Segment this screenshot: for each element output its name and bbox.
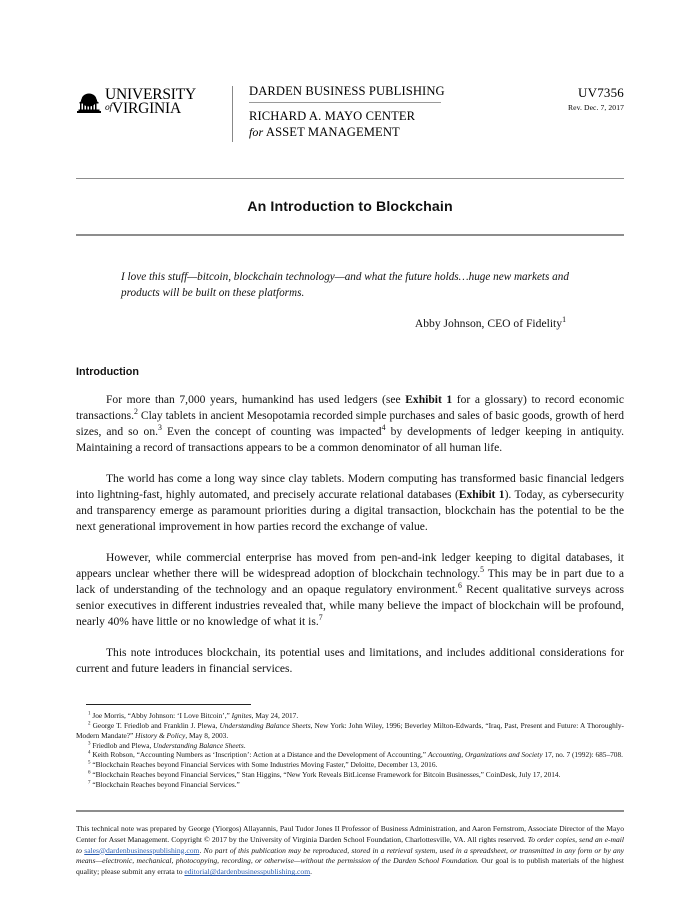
text-run: George T. Friedlob and Franklin J. Plewa, xyxy=(92,721,220,731)
text-run: Our goal is to publish materials of the highest quality; please submit any errata to xyxy=(76,856,624,877)
epigraph-quote: I love this stuff—bitcoin, blockchain technology—and what the future holds…huge new markets and products will be built on these platforms. xyxy=(121,270,569,299)
footnote-4 xyxy=(76,750,624,760)
epigraph-footnote-marker: 1 xyxy=(562,315,566,325)
text-run: , May 24, 2017. xyxy=(251,711,299,721)
footnote-number: 5 xyxy=(88,760,91,766)
title-block xyxy=(76,178,624,236)
title-rule-bottom xyxy=(76,234,624,235)
text-run: The world has come a long way since clay tablets. Modern computing has transformed basic financial ledgers into lightning-fast, highly automated, and precisely accurate relational databases ( xyxy=(76,473,624,502)
footnote-separator-rule xyxy=(86,704,251,705)
footnote-3 xyxy=(76,741,624,751)
footnote-number: 7 xyxy=(88,780,91,786)
text-run: by developments of ledger keeping in antiquity. Maintaining a record of transactions appears to be a common denominator of all human life. xyxy=(76,426,624,455)
text-run: Joe Morris, “Abby Johnson: ‘I Love Bitcoin’,” xyxy=(92,711,232,721)
text-run: However, while commercial enterprise has moved from pen-and-ink ledger keeping to digital databases, it appears unclear whether there will be widespread adoption of blockchain technology. xyxy=(76,552,624,581)
footnote-5 xyxy=(76,760,624,770)
center-name-for: for xyxy=(249,125,264,139)
section-heading-introduction: Introduction xyxy=(76,366,139,379)
footnote-number: 1 xyxy=(88,711,91,717)
text-run: . xyxy=(310,867,313,877)
page-title: An Introduction to Blockchain xyxy=(247,199,453,216)
emphasis-bold: Exhibit 1 xyxy=(405,394,453,407)
publisher-block xyxy=(249,84,568,140)
emphasis-italic: Accounting, Organizations and Society xyxy=(427,750,543,760)
text-run: Keith Robson, “Accounting Numbers as ‘Inscription’: Action at a Distance and the Development of Accounting,” xyxy=(92,750,428,760)
document-id-block xyxy=(568,84,624,112)
footnote-marker: 6 xyxy=(457,581,462,591)
center-name-line1: RICHARD A. MAYO CENTER xyxy=(249,109,416,123)
text-run: Recent qualitative surveys across senior executives in different industries revealed that, while many believe the impact of blockchain will be profound, nearly 40% have little or no knowledge of what it is. xyxy=(76,584,624,629)
footnote-marker: 2 xyxy=(134,407,138,417)
text-run: “Blockchain Reaches beyond Financial Services with Some Industries Moving Faster,” Deloitte, December 13, 2016. xyxy=(92,760,438,770)
footnote-marker: 4 xyxy=(381,423,386,433)
emphasis-italic: To order copies, send an e-mail to xyxy=(76,834,624,855)
paragraph-3 xyxy=(76,551,624,631)
text-run: This technical note was prepared by George (Yiorgos) Allayannis, Paul Tudor Jones II Professor of Business Administration, and Aaron Fernstrom, Associate Director of the Mayo Center for Asset Management. Copyright © 2017 by the University of Virginia Darden School Foundation, Charlottesville, VA. All rights reserved. xyxy=(76,823,624,844)
paragraph-1 xyxy=(76,393,624,457)
footnote-6 xyxy=(76,770,624,780)
paragraph-2 xyxy=(76,472,624,536)
text-run: for a glossary) to record economic transactions. xyxy=(76,394,624,423)
uva-logo xyxy=(76,84,226,117)
document-revision-date: Rev. Dec. 7, 2017 xyxy=(567,103,624,112)
uva-wordmark-virginia xyxy=(105,102,196,116)
text-run: This may be in part due to a lack of understanding of the technology and an opaque regulatory environment. xyxy=(76,568,625,597)
epigraph-attribution-text: Abby Johnson, CEO of Fidelity xyxy=(414,317,563,331)
emphasis-italic: Understanding Balance Sheets xyxy=(219,721,311,731)
footnotes xyxy=(76,711,624,789)
uva-rotunda-icon xyxy=(76,90,102,114)
text-run: . xyxy=(199,845,204,855)
text-run: “Blockchain Reaches beyond Financial Services,” Stan Higgins, “New York Reveals BitLicense Framework for Bitcoin Businesses,” CoinDesk, July 17, 2014. xyxy=(92,769,561,779)
text-run: 17, no. 7 (1992): 685–708. xyxy=(542,750,623,760)
epigraph-attribution xyxy=(121,317,588,330)
footnote-number: 3 xyxy=(88,741,91,747)
footnote-marker: 3 xyxy=(157,423,162,433)
text-run: Clay tablets in ancient Mesopotamia recorded simple purchases and sales of basic goods, growth of herd sizes, and so on. xyxy=(76,410,624,439)
emphasis-italic: Understanding Balance Sheets xyxy=(153,740,244,750)
uva-wordmark-university: UNIVERSITY xyxy=(105,86,196,103)
publisher-name: DARDEN BUSINESS PUBLISHING xyxy=(249,84,445,98)
center-name-asset-management: ASSET MANAGEMENT xyxy=(265,125,400,139)
body-paragraphs xyxy=(76,393,624,678)
text-run: This note introduces blockchain, its potential uses and limitations, and includes additional considerations for current and future leaders in financial services. xyxy=(76,647,624,676)
text-run: “Blockchain Reaches beyond Financial Services.” xyxy=(92,779,240,789)
footnote-1 xyxy=(76,711,624,721)
footnote-number: 4 xyxy=(88,750,91,756)
text-run: , May 8, 2003. xyxy=(185,730,229,740)
text-run: . xyxy=(243,740,246,750)
footnote-marker: 7 xyxy=(318,613,323,623)
email-link[interactable]: editorial@dardenbusinesspublishing.com xyxy=(184,867,311,877)
text-run: , New York: John Wiley, 1996; Beverley Milton-Edwards, “Iraq, Past, Present and Future: A Thoroughly-Modern Mandate?” xyxy=(76,721,624,740)
footnote-marker: 5 xyxy=(480,565,484,575)
epigraph xyxy=(121,270,588,331)
footnote-2 xyxy=(76,721,624,741)
copyright-credit xyxy=(76,824,624,879)
publisher-rule xyxy=(249,102,441,103)
uva-wordmark xyxy=(105,88,196,117)
document-header xyxy=(76,84,624,146)
email-link[interactable]: sales@dardenbusinesspublishing.com xyxy=(84,845,200,855)
emphasis-italic: History & Policy xyxy=(135,730,186,740)
emphasis-bold: Exhibit 1 xyxy=(458,489,505,502)
uva-wordmark-virginia-text: VIRGINIA xyxy=(112,100,181,118)
emphasis-italic: No part of this publication may be reproduced, stored in a retrieval system, used in a spreadsheet, or transmitted in any form or by any means—electronic, mechanical, photocopying, recording, or otherwise—without the permission of the Darden School Foundation. xyxy=(76,845,624,866)
text-run: Friedlob and Plewa, xyxy=(92,740,154,750)
center-name-line2 xyxy=(249,125,568,140)
footnote-number: 2 xyxy=(88,721,91,727)
masthead-divider xyxy=(232,86,233,142)
footnote-7 xyxy=(76,780,624,790)
text-run: For more than 7,000 years, humankind has used ledgers (see xyxy=(106,394,406,407)
credit-separator-rule xyxy=(76,810,624,811)
text-run: ). Today, as cybersecurity and transparency emerge as paramount priorities during a digital transaction, blockchain has the potential to be the next generational improvement in how parties record the exchange of value. xyxy=(76,489,624,534)
document-number: UV7356 xyxy=(578,85,624,100)
footnote-number: 6 xyxy=(88,770,91,776)
paragraph-4 xyxy=(76,646,624,678)
text-run: Even the concept of counting was impacted xyxy=(161,426,382,439)
emphasis-italic: Ignites xyxy=(231,711,252,721)
uva-wordmark-of: of xyxy=(105,103,112,114)
